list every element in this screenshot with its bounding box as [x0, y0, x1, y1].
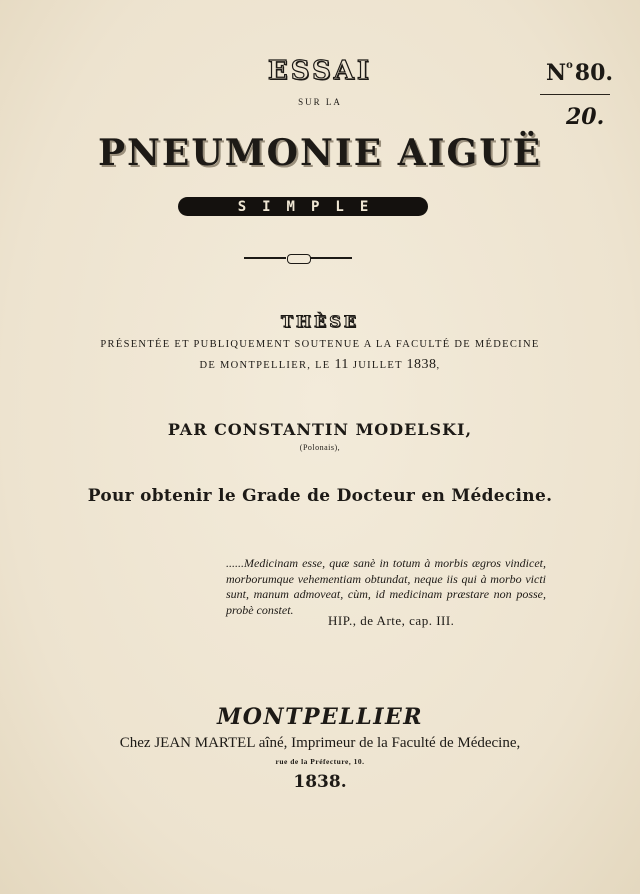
date-year: 1838	[406, 357, 437, 372]
number-value: 80.	[574, 60, 614, 86]
imprint-city: MONTPELLIER	[216, 704, 424, 730]
date-prefix: DE MONTPELLIER, LE	[199, 360, 335, 371]
date-month: JUILLET	[348, 360, 407, 371]
date-line	[0, 357, 640, 373]
imprint-address: rue de la Préfecture, 10.	[275, 757, 365, 766]
author-name: PAR CONSTANTIN MODELSKI,	[167, 420, 473, 439]
these-heading: THÈSE	[281, 312, 359, 331]
degree-line: Pour obtenir le Grade de Docteur en Médecine.	[87, 486, 553, 506]
simple-banner	[178, 197, 428, 216]
imprint-printer: Chez JEAN MARTEL aîné, Imprimeur de la Faculté de Médecine,	[119, 735, 521, 751]
date-suffix: ,	[436, 360, 441, 371]
date-day: 11	[334, 357, 349, 372]
main-title: PNEUMONIE AIGUË	[97, 132, 543, 174]
imprint-year: 1838.	[293, 772, 347, 792]
catalog-number	[546, 60, 613, 86]
sur-la: SUR LA	[298, 97, 342, 107]
number-prefix: N	[546, 60, 567, 86]
author-origin: (Polonais),	[299, 443, 341, 452]
simple-label: SIMPLE	[237, 198, 385, 215]
number-underline	[540, 94, 610, 95]
handwritten-number: 20.	[566, 104, 605, 130]
presentation-line: PRÉSENTÉE ET PUBLIQUEMENT SOUTENUE A LA FACULTÉ DE MÉDECINE	[100, 339, 540, 350]
number-sup: o	[566, 60, 573, 71]
epigraph-source: HIP., de Arte, cap. III.	[328, 613, 455, 628]
ornament-divider	[244, 256, 352, 260]
essai-heading: ESSAI	[267, 56, 373, 86]
epigraph-quote: ......Medicinam esse, quæ sanè in totum à morbis ægros vindicet, morborumque vehementiam obtundat, neque iis qui à morbo victi sunt, manum admoveat, cùm, id medicinam præstare non posse, probè constet.	[226, 556, 546, 617]
